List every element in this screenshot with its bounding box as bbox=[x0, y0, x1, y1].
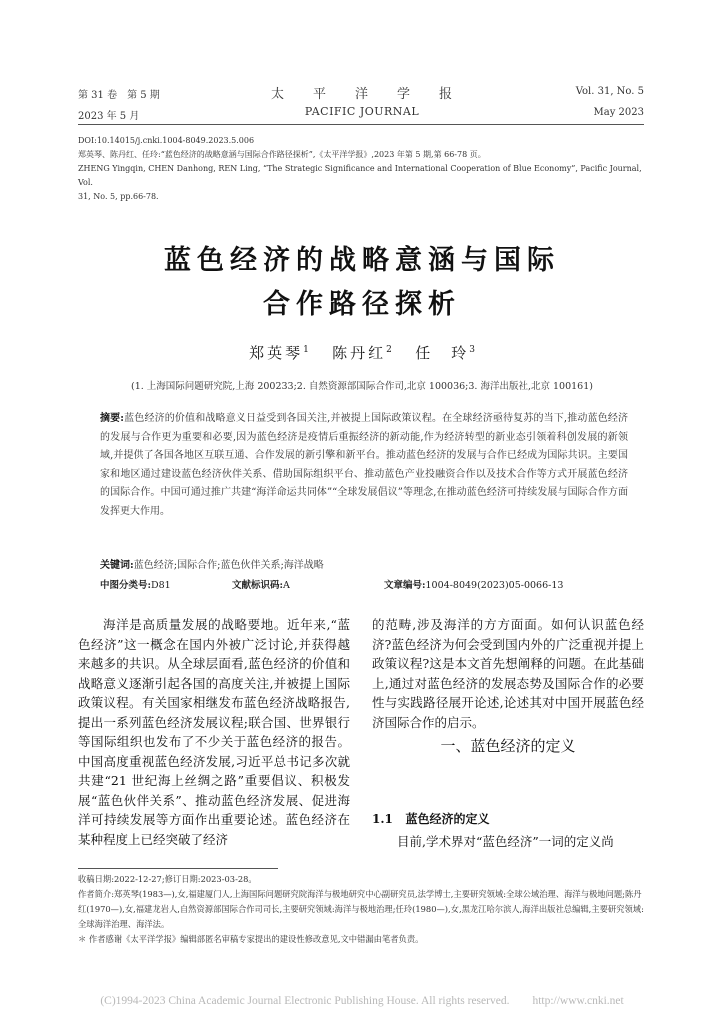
clc-value: D81 bbox=[151, 580, 171, 591]
subsection-number: 1.1 bbox=[372, 812, 393, 826]
article-title-line-1: 蓝色经济的战略意涵与国际 bbox=[164, 245, 560, 276]
keywords bbox=[100, 557, 628, 576]
journal-name-en: PACIFIC JOURNAL bbox=[304, 105, 420, 118]
citation-en: ZHENG Yingqin, CHEN Danhong, REN Ling, “The Strategic Significance and International Cooperation of Blue Economy”, Pacific Journal, Vol. bbox=[78, 164, 642, 187]
journal-name-cn: 太 平 洋 学 报 bbox=[270, 87, 453, 102]
subsection-title: 蓝色经济的定义 bbox=[405, 812, 490, 826]
abstract-label: 摘要: bbox=[100, 413, 124, 424]
author-name: 任 玲 bbox=[415, 344, 470, 362]
doc-code-value: A bbox=[283, 580, 290, 591]
subsection-text: 目前,学术界对“蓝色经济”一词的定义尚 bbox=[397, 834, 614, 849]
abstract bbox=[100, 410, 628, 521]
author-affiliation-mark: 2 bbox=[386, 345, 392, 355]
date-en: May 2023 bbox=[593, 107, 644, 118]
keywords-label: 关键词: bbox=[100, 560, 134, 571]
author-list bbox=[0, 342, 724, 363]
body-column-left: 海洋是高质量发展的战略要地。近年来,“蓝色经济”这一概念在国内外被广泛讨论,并获得越来越多的共识。从全球层面看,蓝色经济的价值和战略意义逐渐引起各国的高度关注,并被提上国际政策议程。有关国家相继发布蓝色经济战略报告,提出一系列蓝色经济发展议程;联合国、世界银行等国际组织也发布了不少关于蓝色经济的报告。中国高度重视蓝色经济发展,习近平总书记多次就共建“21 世纪海上丝绸之路”重要倡议、积极发展“蓝色伙伴关系”、推动蓝色经济发展、促进海洋可持续发展等方面作出重要论述。蓝色经济在某种程度上已经突破了经济 bbox=[78, 617, 350, 847]
body-column-right: 的范畴,涉及海洋的方方面面。如何认识蓝色经济?蓝色经济为何会受到国内外的广泛重视并提上政策议程?这是本文首先想阐释的问题。在此基础上,通过对蓝色经济的发展态势及国际合作的必要性与实践路径展开论述,论述其对中国开展蓝色经济国际合作的启示。 bbox=[372, 617, 644, 730]
received-date: 收稿日期:2022-12-27;修订日期:2023-03-28。 bbox=[78, 874, 257, 884]
acknowledgement: ＊ 作者感谢《太平洋学报》编辑部匿名审稿专家提出的建设性修改意见,文中错漏由笔者负责。 bbox=[78, 934, 424, 944]
author-name: 郑英琴 bbox=[249, 344, 304, 362]
author-affiliation-mark: 1 bbox=[303, 345, 309, 355]
footnotes bbox=[78, 872, 644, 947]
subsection-heading bbox=[372, 810, 489, 827]
article-number-value: 1004-8049(2023)05-0066-13 bbox=[425, 580, 564, 591]
author-affiliation-mark: 3 bbox=[469, 345, 475, 355]
clc-field bbox=[100, 577, 171, 591]
citation-block bbox=[78, 134, 644, 204]
doc-code-field bbox=[232, 577, 290, 591]
volume-issue-cn: 第 31 卷 第 5 期 bbox=[78, 90, 160, 101]
article-title-line-2: 合作路径探析 bbox=[263, 289, 461, 320]
copyright-notice: (C)1994-2023 China Academic Journal Electronic Publishing House. All rights reserved. http://www.cnki.net bbox=[100, 995, 624, 1007]
keywords-text: 蓝色经济;国际合作;蓝色伙伴关系;海洋战略 bbox=[133, 560, 324, 571]
citation-cn: 郑英琴、陈丹红、任玲:“蓝色经济的战略意涵与国际合作路径探析”,《太平洋学报》,2023 年第 5 期,第 66-78 页。 bbox=[78, 150, 486, 159]
article-number-label: 文章编号: bbox=[384, 580, 426, 591]
footnote-rule bbox=[78, 868, 278, 869]
clc-label: 中图分类号: bbox=[100, 580, 152, 591]
date-cn: 2023 年 5 月 bbox=[78, 111, 140, 122]
author-bio: 作者简介:郑英琴(1983—),女,福建厦门人,上海国际问题研究院海洋与极地研究中心副研究员,法学博士,主要研究领域:全球公域治理、海洋与极地问题;陈丹红(1970—),女,福建龙岩人,自然资源部国际合作司司长,主要研究领域:海洋与极地治理;任玲(1980—),女,黑龙江哈尔滨人,海洋出版社总编辑,主要研究领域:全球海洋治理、海洋法。 bbox=[78, 889, 644, 929]
abstract-text: 蓝色经济的价值和战略意义日益受到各国关注,并被提上国际政策议程。在全球经济亟待复苏的当下,推动蓝色经济的发展与合作更为重要和必要,因为蓝色经济是疫情后重振经济的新动能,作为经济转型的新业态引领着科创发展的新领域,并提供了各国各地区互联互通、合作发展的新引擎和新平台。推动蓝色经济的发展与合作已经成为国际共识。主要国家和地区通过建设蓝色经济伙伴关系、借助国际组织平台、推动蓝色产业投融资合作以及技术合作等方式开展蓝色经济的国际合作。中国可通过推广共建“海洋命运共同体”“全球发展倡议”等理念,在推动蓝色经济可持续发展与国际合作方面发挥更大作用。 bbox=[100, 413, 628, 517]
volume-issue-en: Vol. 31, No. 5 bbox=[575, 86, 644, 97]
doc-code-label: 文献标识码: bbox=[232, 580, 284, 591]
author-name: 陈丹红 bbox=[332, 344, 387, 362]
section-heading: 一、蓝色经济的定义 bbox=[440, 737, 576, 755]
affiliations: (1. 上海国际问题研究院,上海 200233;2. 自然资源部国际合作司,北京 100036;3. 海洋出版社,北京 100161) bbox=[131, 381, 593, 392]
header-rule bbox=[78, 124, 644, 125]
doi[interactable]: DOI:10.14015/j.cnki.1004-8049.2023.5.006 bbox=[78, 136, 255, 145]
citation-en-cont: 31, No. 5, pp.66-78. bbox=[78, 192, 159, 201]
article-number-field bbox=[384, 577, 563, 591]
